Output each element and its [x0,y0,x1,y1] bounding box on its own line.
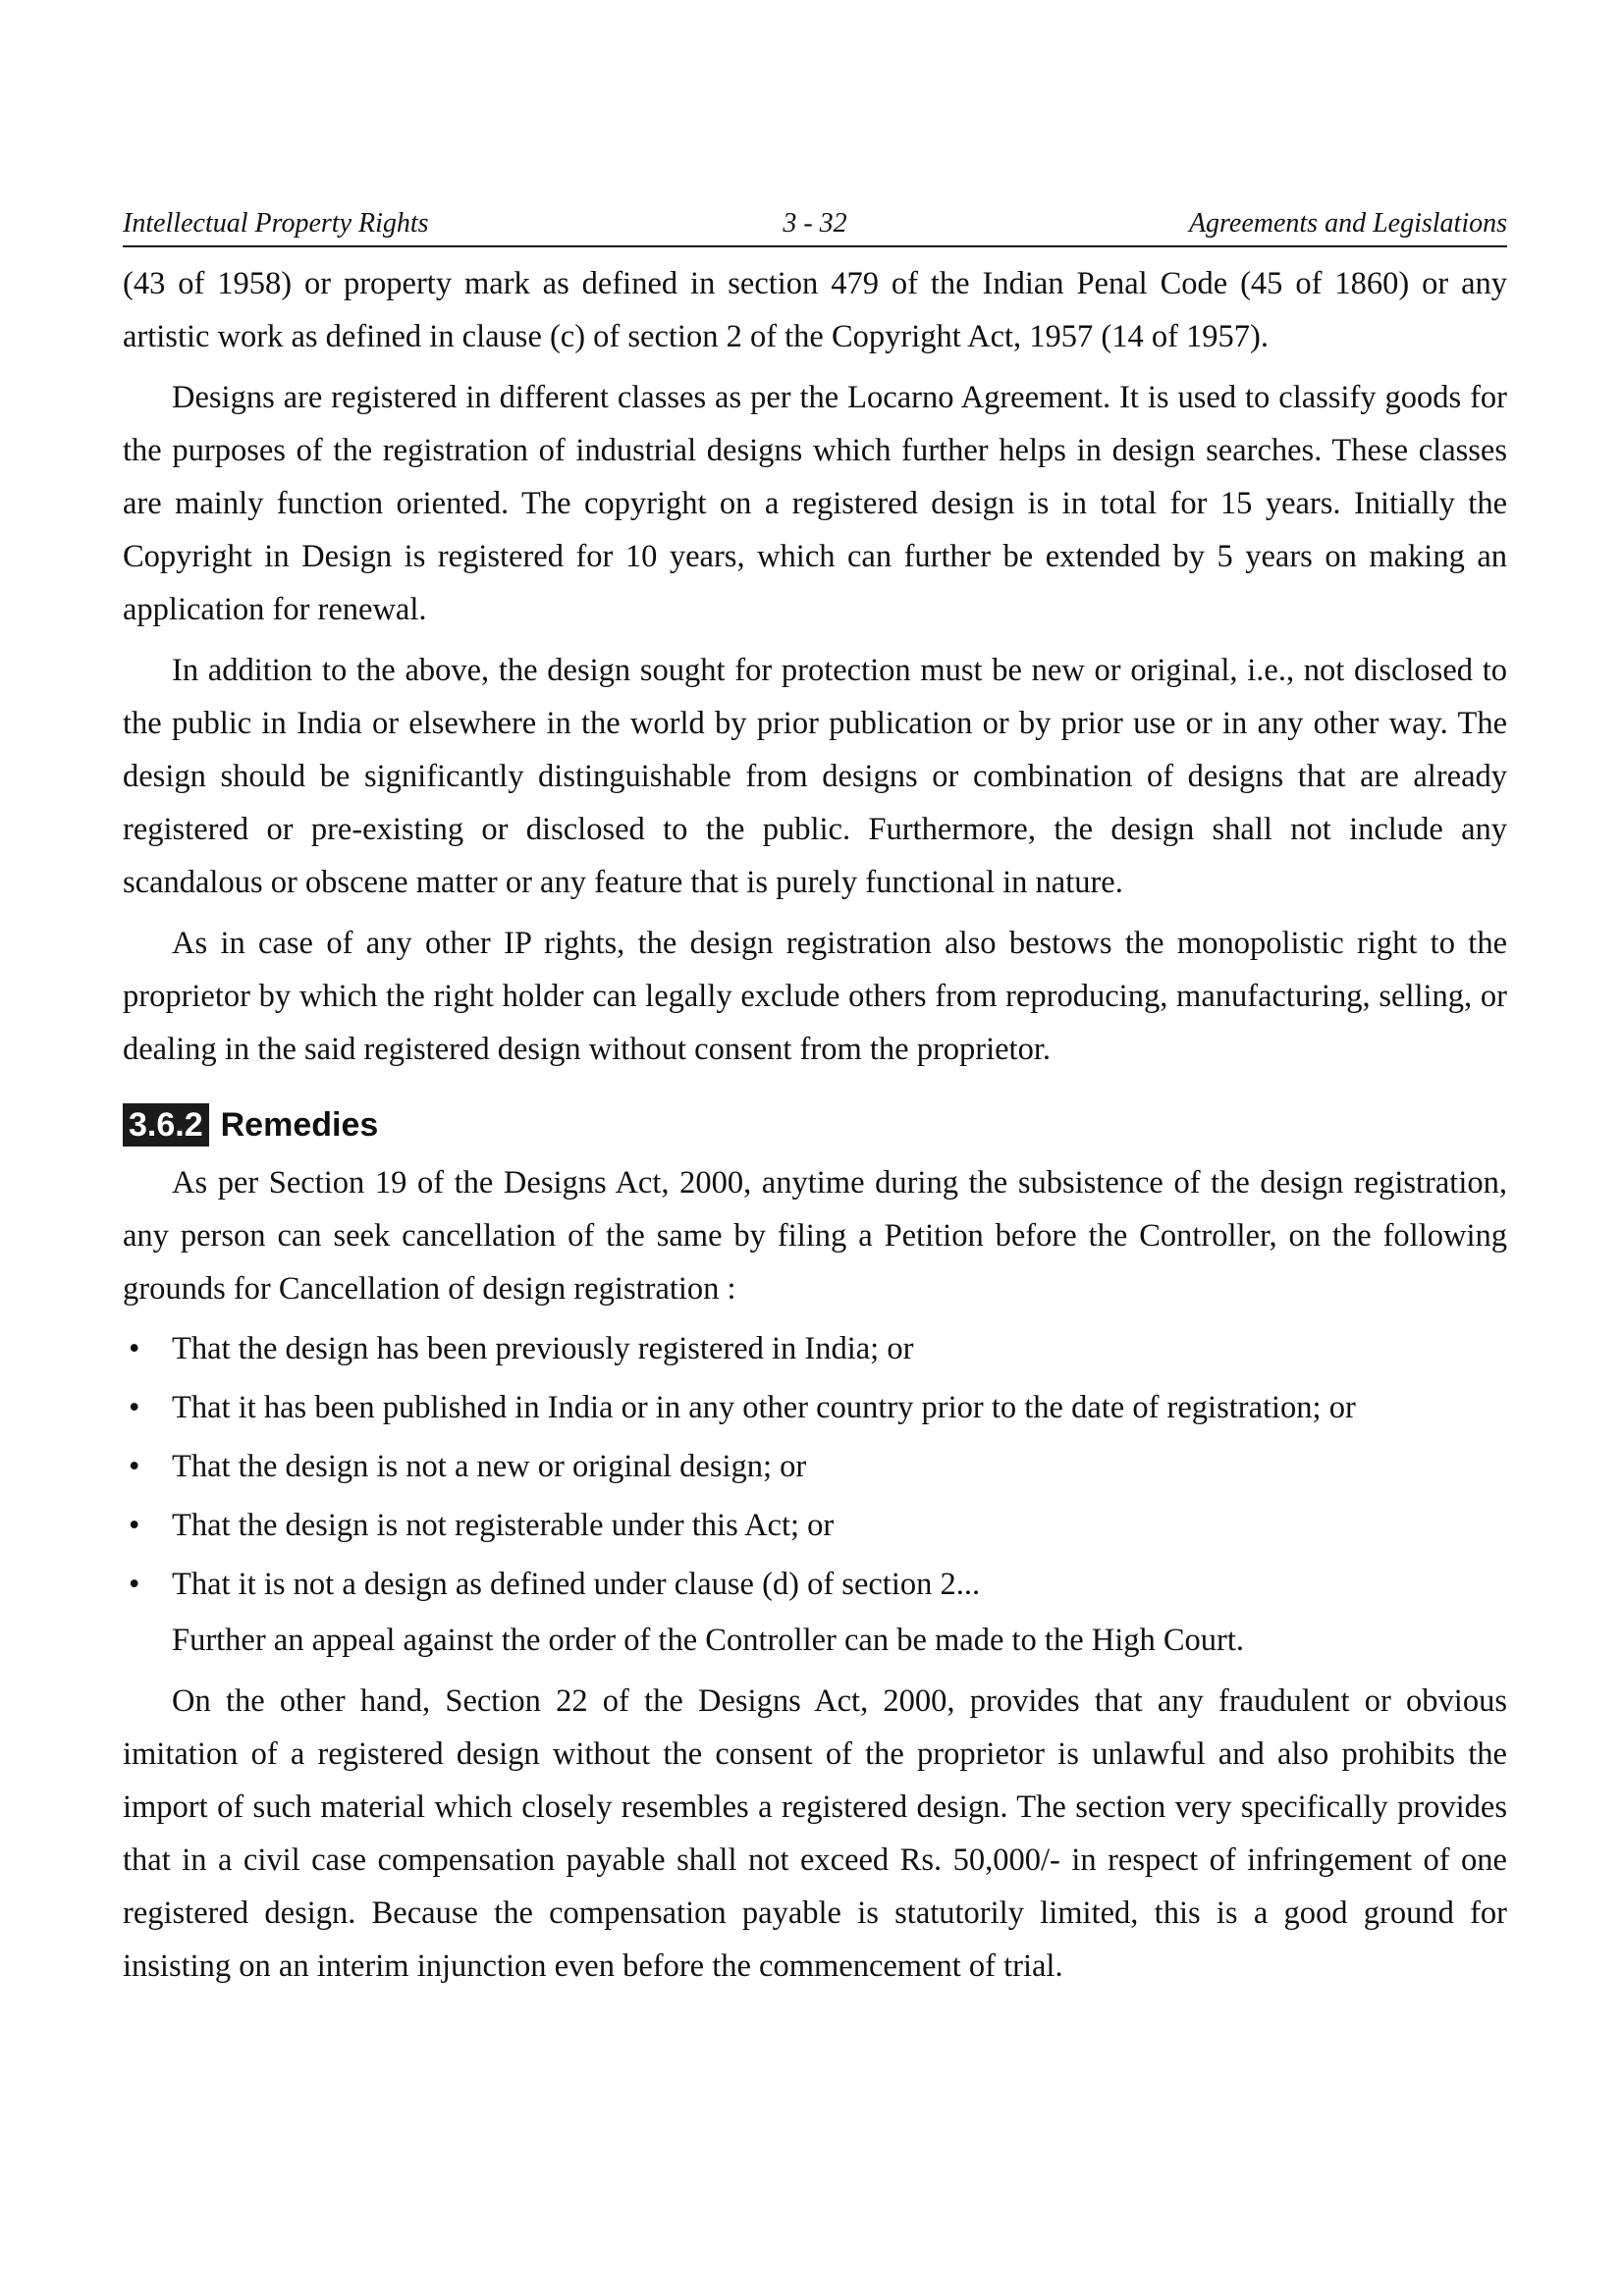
paragraph-continuation: (43 of 1958) or property mark as defined in section 479 of the Indian Penal Code (45 of 1860) or any artistic work as defined in clause (c) of section 2 of the Copyright Act, 1957 (14 of 1957). [123,266,1507,354]
paragraph-novelty-requirements: In addition to the above, the design sought for protection must be new or original, i.e., not disclosed to the public in India or elsewhere in the world by prior publication or by prior use or in any other way. The design should be significantly distinguishable from designs or combination of designs that are already registered or pre-existing or disclosed to the public. Furthermore, the design shall not include any scandalous or obscene matter or any feature that is purely functional in nature. [123,653,1507,900]
list-item [123,1496,1507,1555]
paragraph-locarno-classes: Designs are registered in different classes as per the Locarno Agreement. It is used to classify goods for the purposes of the registration of industrial designs which further helps in design searches. These classes are mainly function oriented. The copyright on a registered design is in total for 15 years. Initially the Copyright in Design is registered for 10 years, which can further be extended by 5 years on making an application for renewal. [123,380,1507,627]
list-item-text: That the design is not a new or original design; or [172,1449,807,1484]
document-page [123,202,1507,1993]
running-head-chapter-title: Agreements and Legislations [1188,208,1507,239]
list-item-text: That the design is not registerable under this Act; or [172,1508,835,1543]
list-item-text: That the design has been previously registered in India; or [172,1331,914,1366]
running-head [123,202,1507,247]
page-body [123,257,1507,1993]
bullet-icon: • [129,1449,140,1484]
paragraph-remedies-intro: As per Section 19 of the Designs Act, 2000, anytime during the subsistence of the design registration, any person can seek cancellation of the same by filing a Petition before the Controller, on the following grounds for Cancellation of design registration : [123,1165,1507,1307]
bullet-icon: • [129,1390,140,1425]
list-item [123,1378,1507,1437]
list-item [123,1319,1507,1378]
bullet-icon: • [129,1331,140,1366]
section-title: Remedies [220,1106,379,1144]
bullet-icon: • [129,1567,140,1602]
paragraph-monopolistic-right: As in case of any other IP rights, the design registration also bestows the monopolistic right to the proprietor by which the right holder can legally exclude others from reproducing, manufacturing, selling, or dealing in the said registered design without consent from the proprietor. [123,926,1507,1067]
paragraph-appeal: Further an appeal against the order of the Controller can be made to the High Court. [172,1623,1245,1658]
list-item [123,1555,1507,1614]
running-head-book-title: Intellectual Property Rights [123,208,429,239]
section-number-badge: 3.6.2 [123,1103,209,1147]
cancellation-grounds-list [123,1319,1507,1614]
list-item-text: That it is not a design as defined under clause (d) of section 2... [172,1567,981,1602]
page-number: 3 - 32 [783,208,847,239]
section-heading-remedies [123,1103,1507,1147]
list-item-text: That it has been published in India or in any other country prior to the date of registration; or [172,1390,1356,1425]
paragraph-section-22: On the other hand, Section 22 of the Designs Act, 2000, provides that any fraudulent or obvious imitation of a registered design without the consent of the proprietor is unlawful and also prohibits the import of such material which closely resembles a registered design. The section very specifically provides that in a civil case compensation payable shall not exceed Rs. 50,000/- in respect of infringement of one registered design. Because the compensation payable is statutorily limited, this is a good ground for insisting on an interim injunction even before the commencement of trial. [123,1683,1507,1984]
list-item [123,1437,1507,1496]
bullet-icon: • [129,1508,140,1543]
